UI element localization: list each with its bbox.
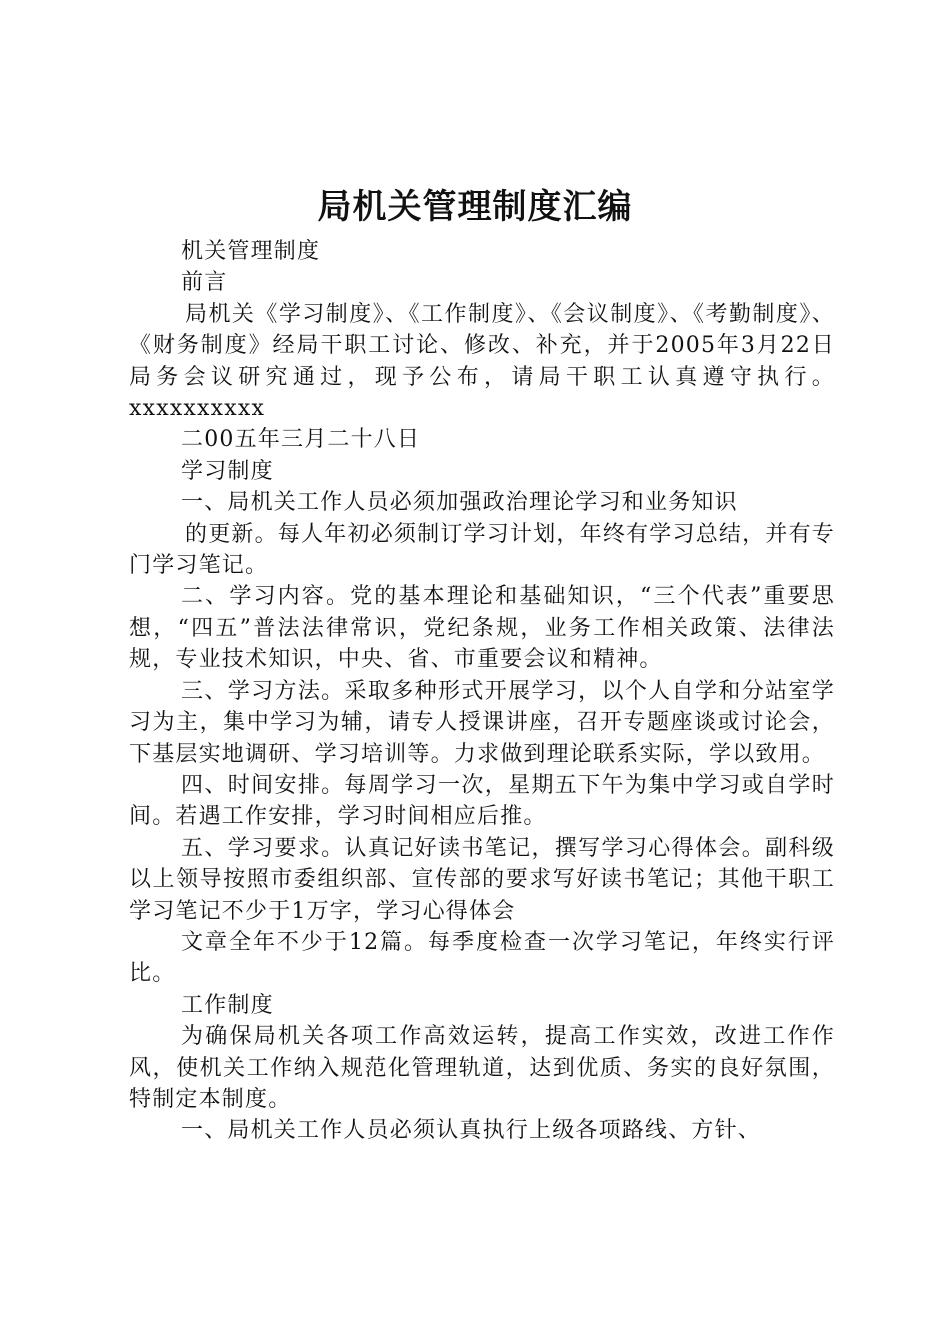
work-intro: 为确保局机关各项工作高效运转，提高工作实效，改进工作作风，使机关工作纳入规范化管理轨道，达到优质、务实的良好氛围，特制定本制度。: [129, 1024, 835, 1112]
study-item-1-continued: 的更新。每人年初必须制订学习计划，年终有学习总结，并有专门学习笔记。: [129, 521, 835, 579]
document-title: 局机关管理制度汇编: [317, 187, 633, 227]
section-heading-management: 机关管理制度: [181, 239, 321, 264]
section-heading-preface: 前言: [181, 270, 228, 296]
section-heading-study: 学习制度: [181, 458, 274, 484]
study-item-4: 四、时间安排。每周学习一次，星期五下午为集中学习或自学时间。若遇工作安排，学习时间相应后推。: [129, 772, 835, 830]
study-item-5: 五、学习要求。认真记好读书笔记，撰写学习心得体会。副科级以上领导按照市委组织部、宣传部的要求写好读书笔记；其他干职工学习笔记不少于1万字，学习心得体会: [129, 835, 835, 924]
preface-date: 二00五年三月二十八日: [181, 427, 421, 453]
study-item-1: 一、局机关工作人员必须加强政治理论学习和业务知识: [181, 490, 738, 516]
section-heading-work: 工作制度: [181, 992, 274, 1018]
study-item-2: 二、学习内容。党的基本理论和基础知识，“三个代表”重要思想，“四五”普法法律常识，党纪条规，业务工作相关政策、法律法规，专业技术知识，中央、省、市重要会议和精神。: [129, 584, 835, 673]
work-item-1: 一、局机关工作人员必须认真执行上级各项路线、方针、: [181, 1118, 762, 1144]
study-item-3: 三、学习方法。采取多种形式开展学习，以个人自学和分站室学习为主，集中学习为辅，请专人授课讲座，召开专题座谈或讨论会，下基层实地调研、学习培训等。力求做到理论联系实际，学以致用。: [129, 678, 835, 767]
document-body: [129, 236, 835, 1147]
preface-paragraph: 局机关《学习制度》、《工作制度》、《会议制度》、《考勤制度》、《财务制度》经局干职工讨论、修改、补充，并于2005年3月22日局务会议研究通过，现予公布，请局干职工认真遵守执行。xxxxxxxxxx: [129, 301, 835, 422]
study-item-5-continued: 文章全年不少于12篇。每季度检查一次学习笔记，年终实行评比。: [129, 929, 835, 987]
